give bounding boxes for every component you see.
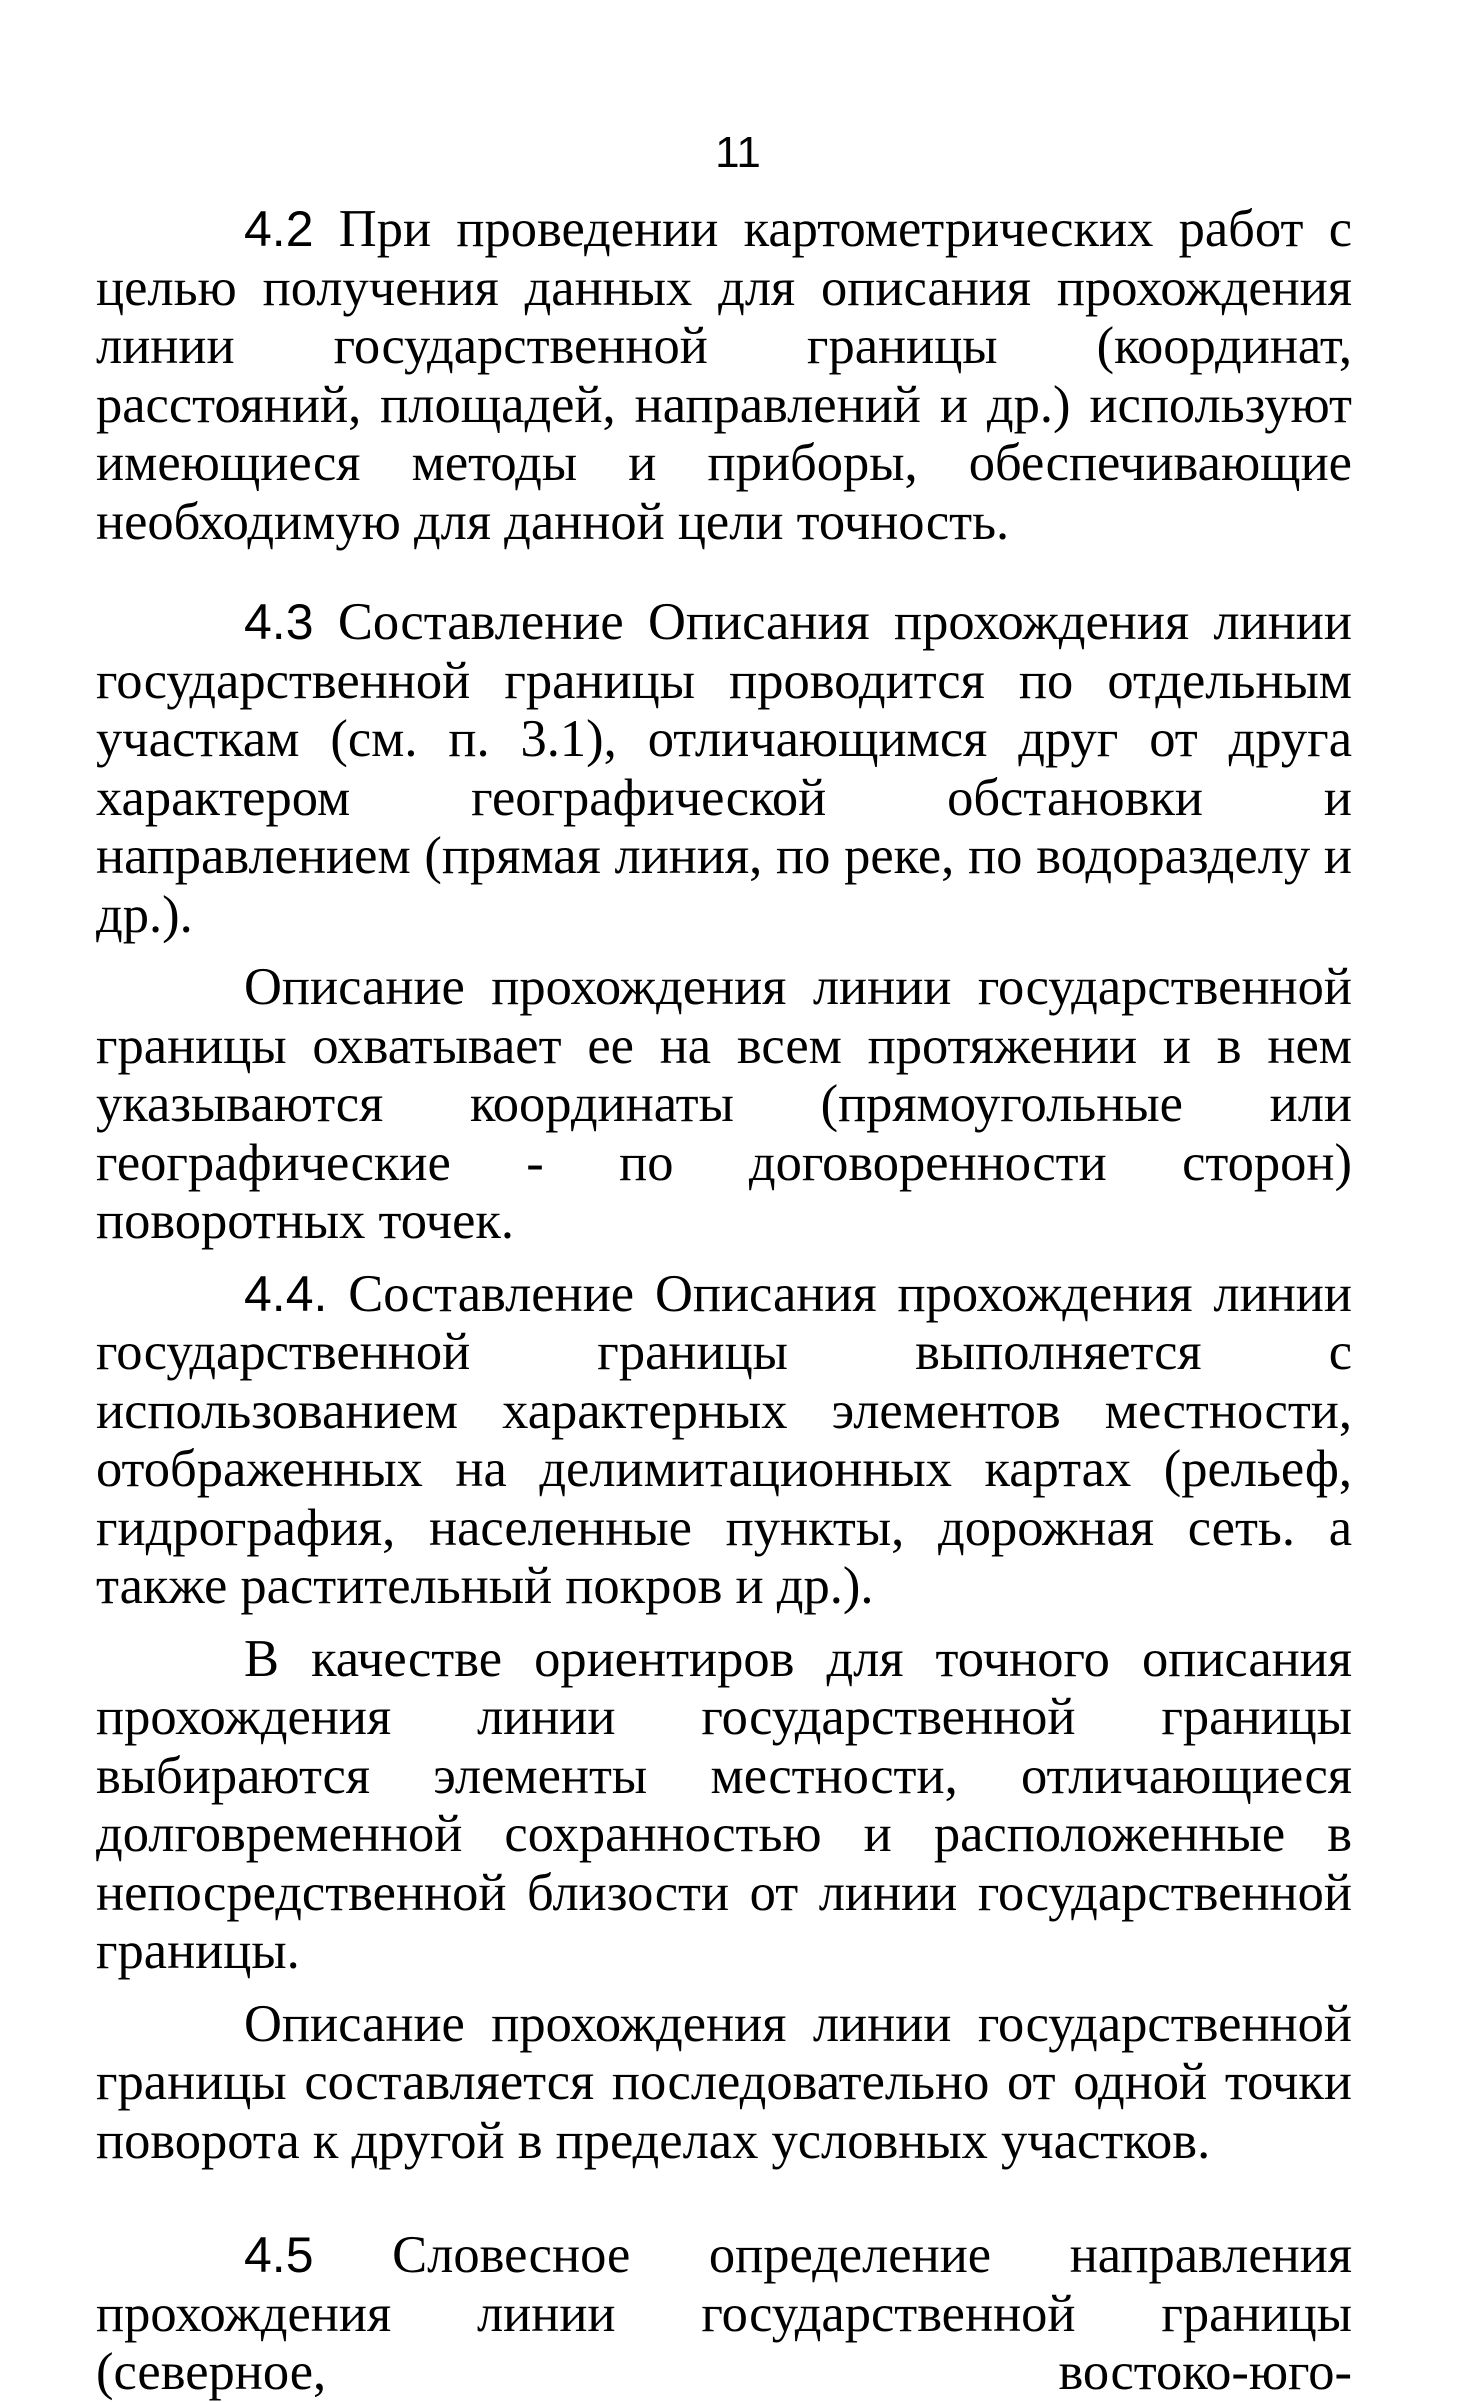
section-number: 4.3 <box>244 594 314 650</box>
section-number: 4.5 <box>244 2227 314 2283</box>
page-body <box>96 200 1352 2402</box>
paragraph-4-4-landmarks <box>96 1630 1352 1981</box>
paragraph-text: Составление Описания прохождения линии государственной границы выполняется с использованием характерных элементов местности, отображенных на делимитационных картах (рельеф, гидрография, населенные пункты, дорожная сеть. а также растительный покров и др.). <box>96 1264 1352 1615</box>
paragraph-4-3 <box>96 593 1352 944</box>
page-number: 11 <box>715 128 761 177</box>
paragraph-text: В качестве ориентиров для точного описания прохождения линии государственной границы выбираются элементы местности, отличающиеся долговременной сохранностью и расположенные в непосредственной близости от линии государственной границы. <box>96 1629 1352 1980</box>
paragraph-4-2 <box>96 200 1352 551</box>
paragraph-text: При проведении картометрических работ с целью получения данных для описания прохождения линии государственной границы (координат, расстояний, площадей, направлений и др.) используют имеющиеся методы и приборы, обеспечивающие необходимую для данной цели точность. <box>96 200 1352 551</box>
paragraph-text: Описание прохождения линии государственной границы составляется последовательно от одной точки поворота к другой в пределах условных участков. <box>96 1994 1352 2170</box>
paragraph-text: Словесное определение направления прохождения линии государственной границы (северное, востоко-юго- <box>96 2226 1352 2401</box>
paragraph-4-4 <box>96 1265 1352 1616</box>
paragraph-4-3-continued <box>96 958 1352 1251</box>
paragraph-text: Описание прохождения линии государственной границы охватывает ее на всем протяжении и в нем указываются координаты (прямоугольные или географические - по договоренности сторон) поворотных точек. <box>96 958 1352 1250</box>
paragraph-4-5 <box>96 2226 1352 2402</box>
paragraph-text: Составление Описания прохождения линии государственной границы проводится по отдельным участкам (см. п. 3.1), отличающимся друг от друга характером географической обстановки и направлением (прямая линия, по реке, по водоразделу и др.). <box>96 593 1352 944</box>
section-number: 4.2 <box>244 201 314 257</box>
paragraph-4-4-sequence <box>96 1995 1352 2171</box>
section-number: 4.4. <box>244 1265 328 1322</box>
